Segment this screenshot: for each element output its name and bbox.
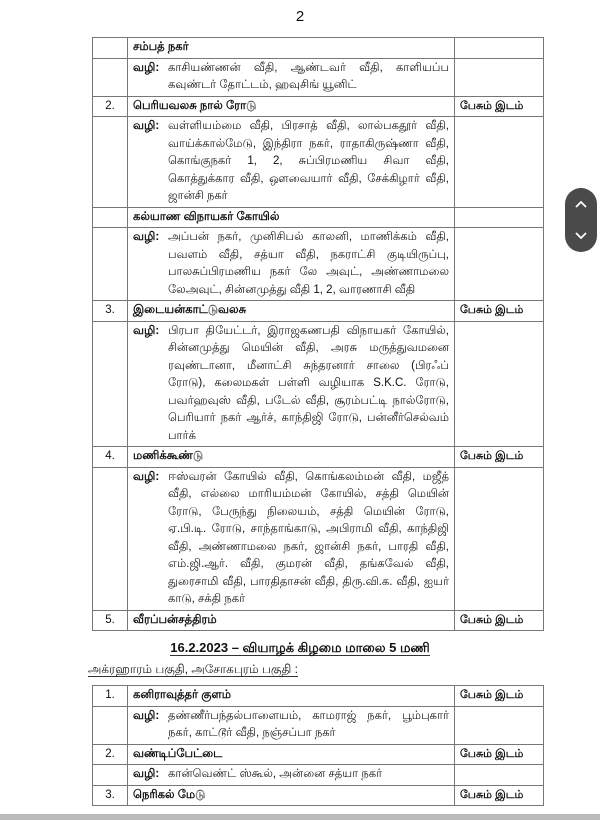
scroll-down-button[interactable]: [565, 220, 597, 252]
route-row: [93, 765, 544, 786]
route-label: வழி:: [133, 231, 160, 243]
chevron-down-icon: [575, 232, 587, 240]
route-text: [128, 228, 455, 301]
route-streets: பிரபா தியேட்டர், இராஜகணபதி விநாயகர் கோயில், சின்னமுத்து மெயின் வீதி, அரசு மருத்துவமனை ரவுண்டானா, மீனாட்சி சுந்தரனார் சாலை (பிரஃப் ரோடு), கலைமகள் பள்ளி வழியாக S.K.C. ரோடு, பவர்ஹவுஸ் வீதி, படேல் வீதி, சூரம்பட்டி நால்ரோடு, பெரியார் நகர் ஆர்ச், காந்திஜி ரோடு, பன்னீர்செல்வம் பார்க்: [168, 324, 449, 442]
route-streets: ஈஸ்வரன் கோயில் வீதி, கொங்கலம்மன் வீதி, மஜீத் வீதி, எல்லை மாரியம்மன் கோயில், சத்தி மெயின் ரோடு, பேருந்து நிலையம், சத்தி மெயின் ரோடு, ஏ.பி.டி. ரோடு, சாந்தாங்காடு, அபிராமி வீதி, காந்திஜி வீதி, அண்ணாமலை நகர், ஜான்சி நகர், பாரதி வீதி, எம்.ஜி.ஆர். வீதி, குமரன் வீதி, தங்கவேல் வீதி, துரைசாமி வீதி, பாரதிதாசன் வீதி, திரு.வி.க. வீதி, ஐயர் காடு, சக்தி நகர்: [168, 470, 449, 605]
empty-cell: [455, 228, 544, 301]
route-row: [93, 117, 544, 208]
speaking-venue: பேசும் இடம்: [455, 744, 544, 765]
empty-cell: [93, 765, 128, 786]
route-row: [93, 58, 544, 96]
empty-cell: [455, 467, 544, 610]
place-name: மணிக்கூண்டு: [128, 447, 455, 468]
route-streets: தண்ணீர்பந்தல்பாளையம், காமராஜ் நகர், பூம்புகார் நகர், காட்டூர் வீதி, நஞ்சப்பா நகர்: [168, 709, 449, 739]
place-name: நெரிகல் மேடு: [128, 785, 455, 806]
route-text: [128, 765, 455, 786]
place-name: வீரப்பன்சத்திரம்: [128, 610, 455, 631]
route-text: [128, 117, 455, 208]
speaking-venue: பேசும் இடம்: [455, 610, 544, 631]
speaking-venue: பேசும் இடம்: [455, 447, 544, 468]
viewer-bottom-edge: [0, 814, 600, 820]
place-name: கல்யாண விநாயகர் கோயில்: [128, 207, 455, 228]
speaking-venue: பேசும் இடம்: [455, 301, 544, 322]
place-row: [93, 610, 544, 631]
route-row: [93, 321, 544, 447]
section-subtitle-text: அக்ரஹாரம் பகுதி, அசோகபுரம் பகுதி :: [88, 662, 298, 676]
row-number: 2.: [93, 96, 128, 117]
place-name: சம்பத் நகர்: [128, 38, 455, 59]
route-label: வழி:: [133, 470, 160, 483]
section-subtitle: [88, 662, 298, 678]
route-row: [93, 467, 544, 610]
route-streets: கான்வெண்ட் ஸ்கூல், அன்னை சத்யா நகர்: [168, 768, 383, 780]
place-name: இடையன்காட்டுவலசு: [128, 301, 455, 322]
route-label: வழி:: [133, 768, 160, 780]
route-streets: வள்ளியம்மை வீதி, பிரசாத் வீதி, லால்பகதூர் வீதி, வாய்க்கால்மேடு, இந்திரா நகர், ராதாகிருஷ்ணா வீதி, கொங்குநகர் 1, 2, சுப்பிரமணிய சிவா வீதி, கொத்துக்கார வீதி, ஔவையார் வீதி, சேக்கிழார் வீதி, ஜான்சி நகர்: [168, 120, 449, 202]
place-name: பெரியவலசு நால் ரோடு: [128, 96, 455, 117]
empty-cell: [455, 117, 544, 208]
page-scroll-control: [565, 188, 597, 252]
route-row: [93, 706, 544, 744]
scroll-up-button[interactable]: [565, 188, 597, 220]
speaking-venue: பேசும் இடம்: [455, 785, 544, 806]
row-number: [93, 207, 128, 228]
route-label: வழி:: [133, 324, 160, 337]
route-streets: காசியண்ணன் வீதி, ஆண்டவர் வீதி, காளியப்ப கவுண்டர் தோட்டம், ஹவுசிங் யூனிட்: [168, 61, 449, 91]
empty-cell: [93, 117, 128, 208]
route-text: [128, 58, 455, 96]
row-number: 3.: [93, 301, 128, 322]
empty-cell: [93, 228, 128, 301]
place-row: [93, 785, 544, 806]
page-number: 2: [295, 8, 305, 25]
route-text: [128, 467, 455, 610]
row-number: [93, 38, 128, 59]
empty-cell: [455, 58, 544, 96]
route-text: [128, 706, 455, 744]
row-number: 5.: [93, 610, 128, 631]
route-label: வழி:: [133, 120, 160, 132]
section-title-text: 16.2.2023 – வியாழக் கிழமை மாலை 5 மணி: [170, 640, 430, 655]
row-number: 2.: [93, 744, 128, 765]
place-row: [93, 744, 544, 765]
schedule-table-1: [92, 37, 544, 631]
speaking-venue: [455, 38, 544, 59]
chevron-up-icon: [575, 200, 587, 208]
route-streets: அப்பன் நகர், முனிசிபல் காலனி, மாணிக்கம் வீதி, பவளம் வீதி, சத்யா வீதி, நகராட்சி குடியிருப்பு, பாலசுப்பிரமணிய நகர் லே அவுட், அண்ணாமலை லேஅவுட், சின்னமுத்து வீதி 1, 2, வாரணாசி வீதி: [168, 231, 449, 296]
row-number: 1.: [93, 686, 128, 707]
row-number: 3.: [93, 785, 128, 806]
empty-cell: [93, 58, 128, 96]
empty-cell: [93, 467, 128, 610]
place-row: [93, 38, 544, 59]
place-name: வண்டிப்பேட்டை: [128, 744, 455, 765]
row-number: 4.: [93, 447, 128, 468]
empty-cell: [455, 321, 544, 447]
place-row: [93, 207, 544, 228]
speaking-venue: பேசும் இடம்: [455, 96, 544, 117]
empty-cell: [455, 706, 544, 744]
route-label: வழி:: [133, 709, 160, 722]
place-row: [93, 96, 544, 117]
place-row: [93, 686, 544, 707]
empty-cell: [93, 321, 128, 447]
place-row: [93, 447, 544, 468]
place-row: [93, 301, 544, 322]
schedule-table-2: [92, 685, 544, 806]
route-row: [93, 228, 544, 301]
empty-cell: [93, 706, 128, 744]
section-title: [0, 640, 600, 657]
place-name: கனிராவுத்தர் குளம்: [128, 686, 455, 707]
route-text: [128, 321, 455, 447]
speaking-venue: பேசும் இடம்: [455, 686, 544, 707]
empty-cell: [455, 765, 544, 786]
speaking-venue: [455, 207, 544, 228]
route-label: வழி:: [133, 61, 160, 74]
